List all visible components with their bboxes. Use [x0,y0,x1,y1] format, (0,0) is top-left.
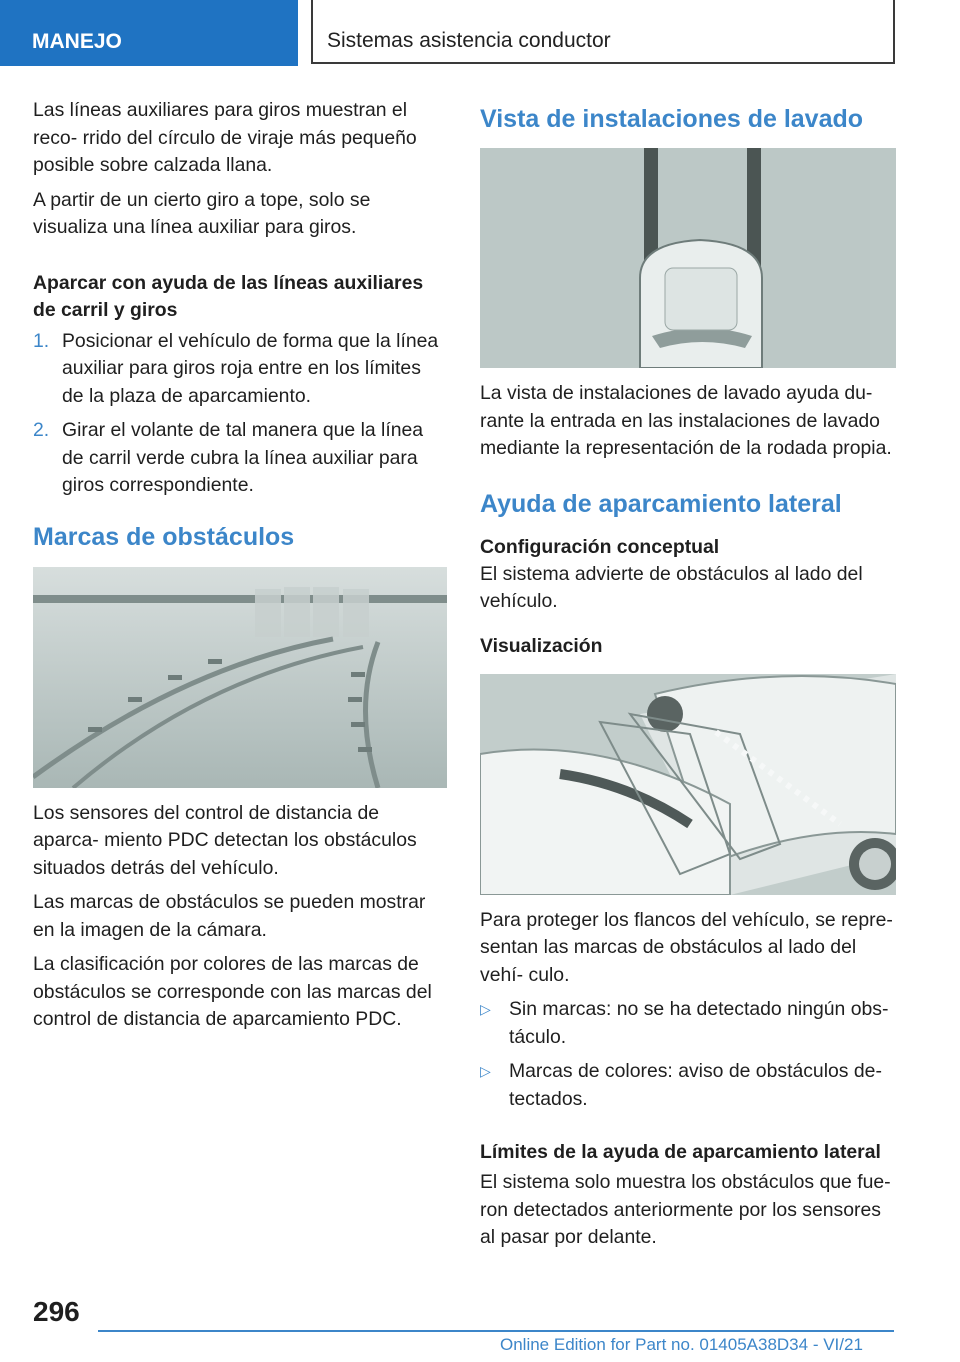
obstacle-paragraph-1: Los sensores del control de distancia de aparca- miento PDC detectan los obstáculos situados detrás del vehículo. [33,801,417,879]
list-item [480,1058,896,1113]
washing-view-figure [480,148,896,368]
triangle-bullet-icon: ▷ [480,1063,491,1079]
triangle-bullet-icon: ▷ [480,1001,491,1017]
list-item-text: Sin marcas: no se ha detectado ningún obs- táculo. [509,998,889,1048]
parking-subheading: Aparcar con ayuda de las líneas auxiliares de carril y giros [33,271,424,321]
left-column [33,97,447,1041]
step-item [33,417,447,500]
section-title: Sistemas asistencia conductor [311,0,895,64]
intro-paragraph-2: A partir de un cierto giro a tope, solo se visualiza una línea auxiliar para giros. [33,188,371,238]
step-text: Posicionar el vehículo de forma que la línea auxiliar para giros roja entre en los límites de la plaza de aparcamiento. [62,329,439,407]
limits-subheading: Límites de la ayuda de aparcamiento lateral [480,1141,881,1163]
step-number: 2. [33,419,50,441]
obstacle-marks-heading: Marcas de obstáculos [33,522,295,551]
markings-list [480,996,896,1113]
concept-subheading: Configuración conceptual [480,535,720,558]
washing-view-heading: Vista de instalaciones de lavado [480,105,864,133]
chapter-tab: MANEJO [0,0,298,66]
obstacle-marks-figure [33,567,447,788]
concept-paragraph: El sistema advierte de obstáculos al lado del vehículo. [480,562,863,612]
footer-divider [98,1330,894,1332]
step-text: Girar el volante de tal manera que la línea de carril verde cubra la línea auxiliar para giros correspondiente. [62,419,424,496]
list-item [480,996,896,1051]
side-parking-heading: Ayuda de aparcamiento lateral [480,489,842,518]
steps-list [33,328,447,500]
display-subheading: Visualización [480,634,603,657]
obstacle-paragraph-3: La clasificación por colores de las marcas de obstáculos se corresponde con las marcas del control de distancia de aparcamiento PDC. [33,953,432,1030]
intro-paragraph-1: Las líneas auxiliares para giros muestran el reco- rrido del círculo de viraje más pequeño posible sobre calzada llana. [33,99,417,176]
step-item [33,328,447,411]
step-number: 1. [33,329,50,352]
edition-note: Online Edition for Part no. 01405A38D34 - VI/21 [500,1335,863,1354]
page-number: 296 [33,1296,80,1327]
washing-view-paragraph: La vista de instalaciones de lavado ayuda du- rante la entrada en las instalaciones de lavado mediante la representación de la rodada propia. [480,382,892,459]
side-parking-figure [480,674,896,895]
right-column [480,104,896,1259]
list-item-text: Marcas de colores: aviso de obstáculos de- tectados. [509,1060,882,1110]
limits-paragraph: El sistema solo muestra los obstáculos que fue- ron detectados anteriormente por los sensores al pasar por delante. [480,1171,891,1248]
display-paragraph: Para proteger los flancos del vehículo, se repre- sentan las marcas de obstáculos al lado del vehí- culo. [480,908,893,986]
obstacle-paragraph-2: Las marcas de obstáculos se pueden mostrar en la imagen de la cámara. [33,891,426,941]
